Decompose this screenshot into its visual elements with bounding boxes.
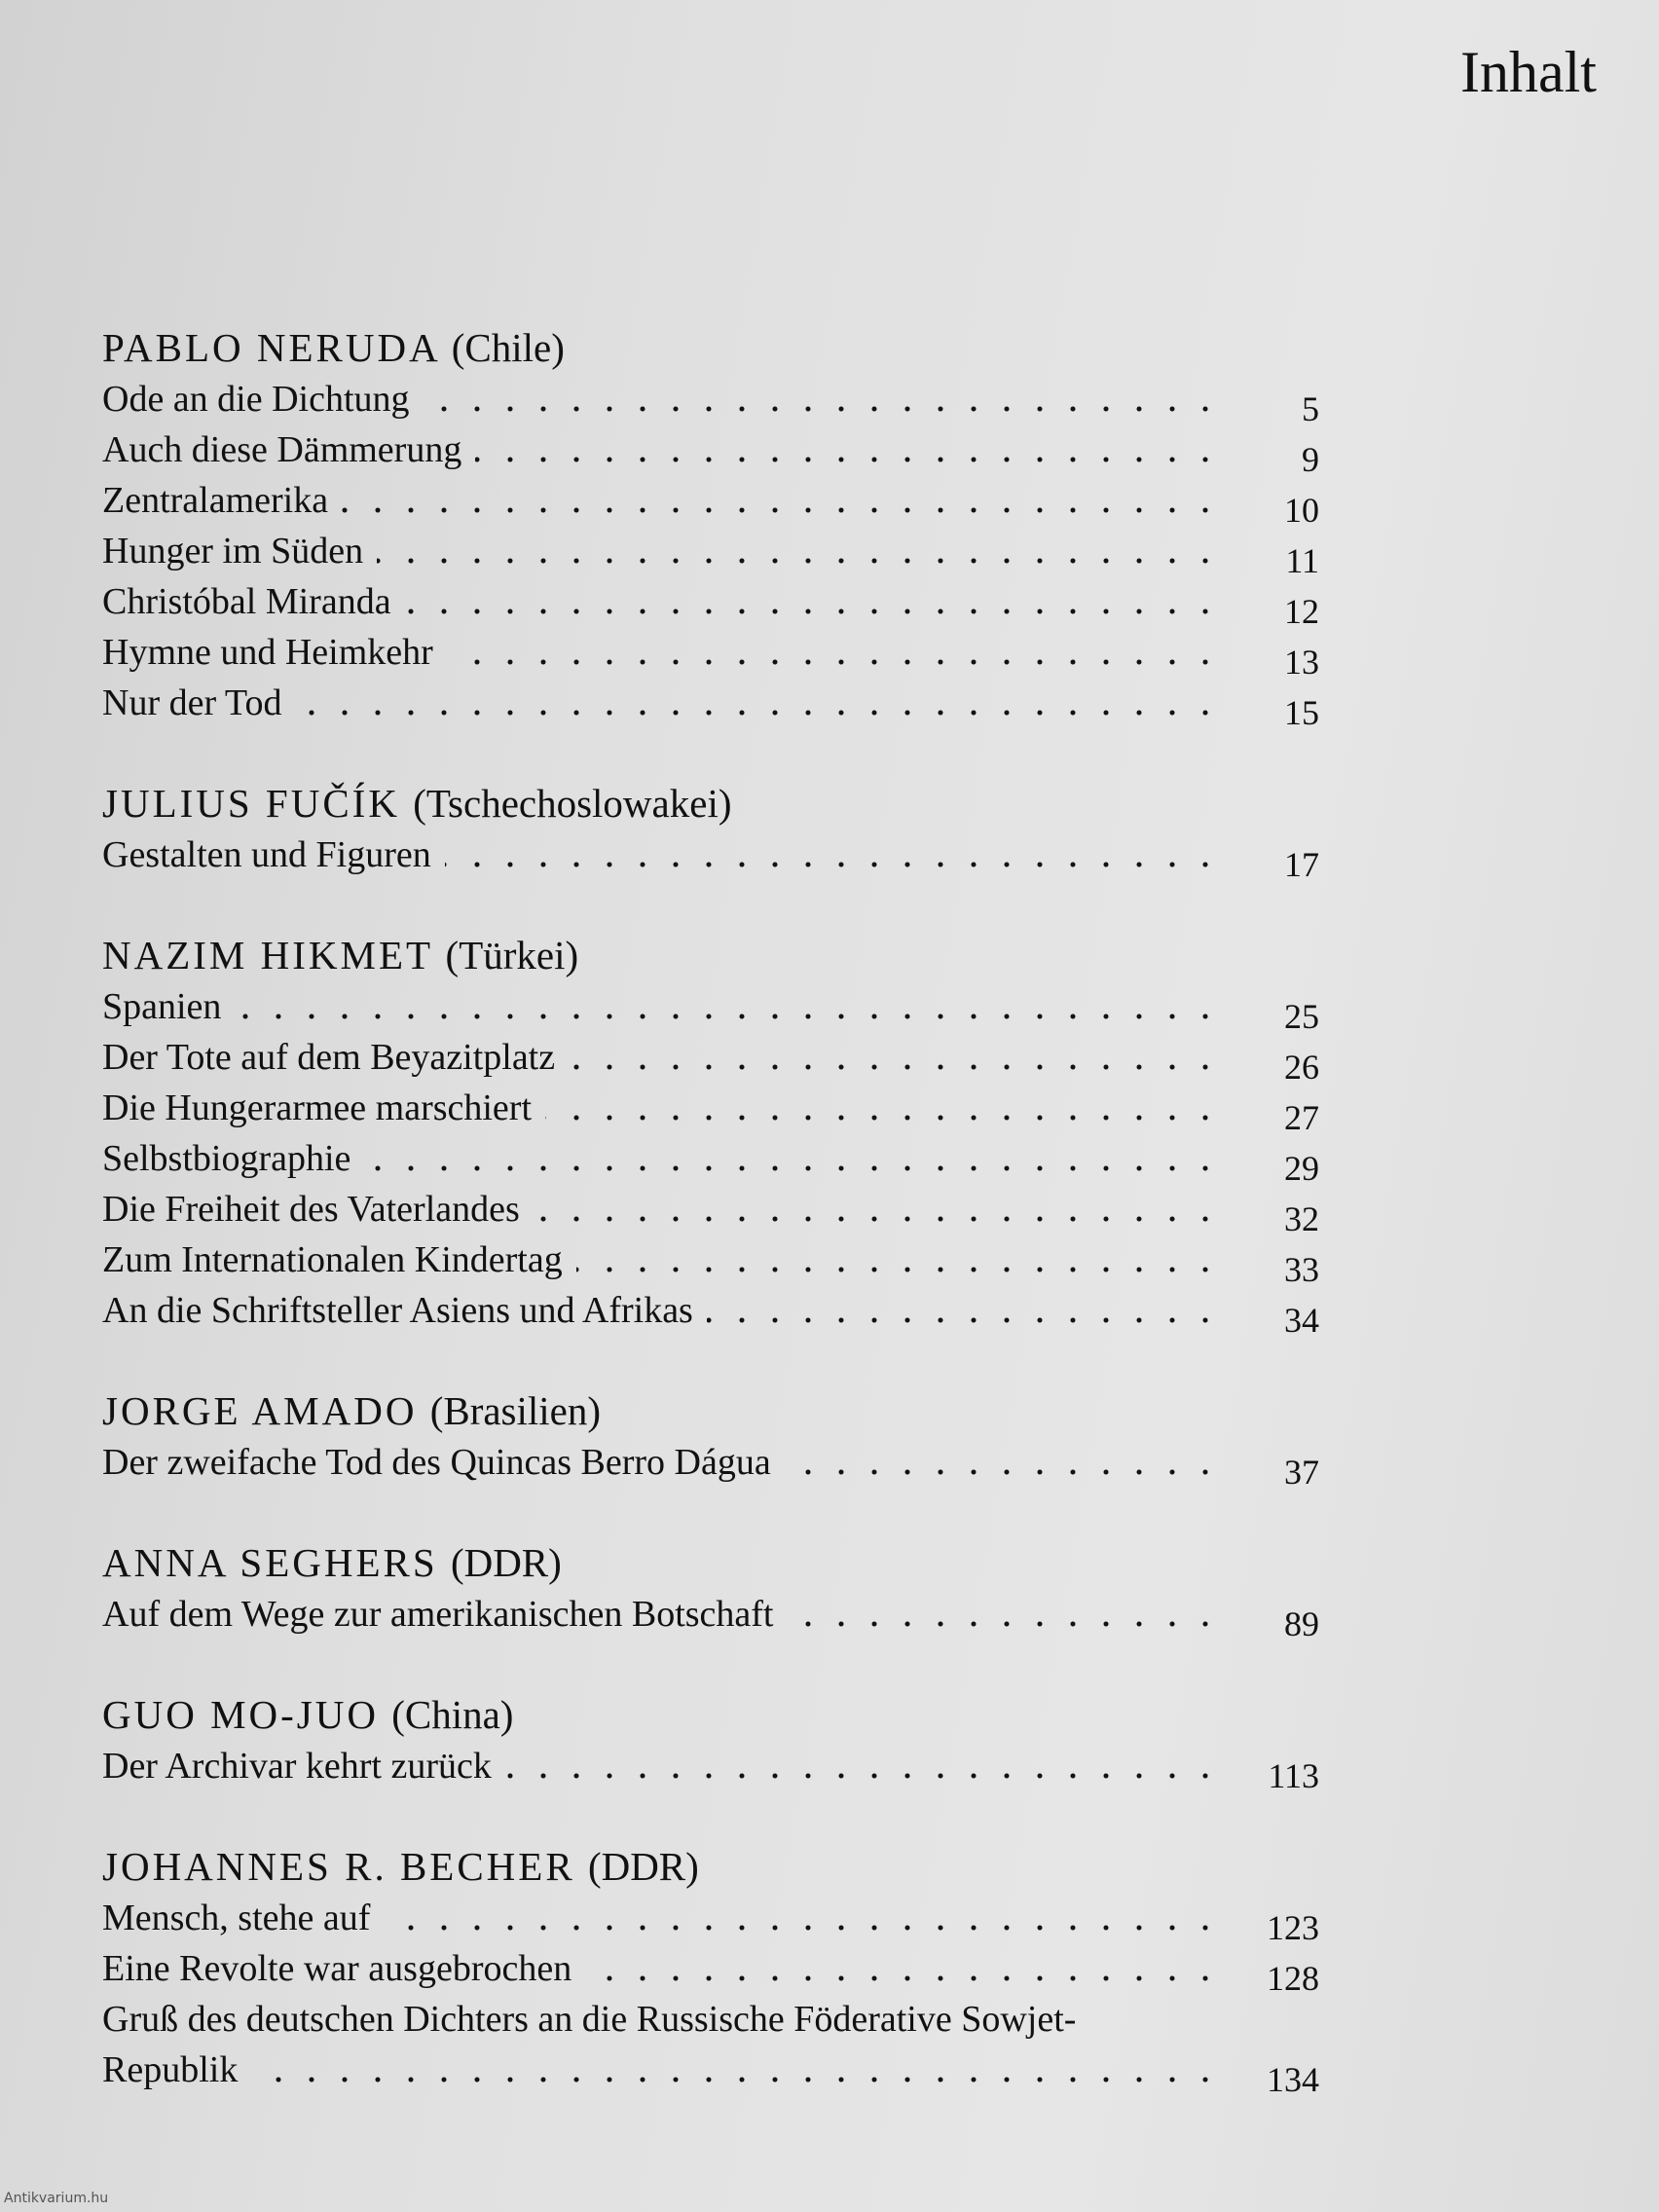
leader-dots — [569, 1057, 1222, 1077]
author-heading — [102, 1536, 1329, 1589]
toc-entry — [102, 1943, 1329, 1994]
author-country: (DDR) — [587, 1844, 699, 1889]
toc-entry — [102, 1184, 1329, 1235]
leader-dots — [707, 1310, 1222, 1330]
author-name: ANNA SEGHERS — [102, 1540, 438, 1585]
leader-dots — [424, 399, 1222, 419]
author-heading — [102, 321, 1329, 374]
page-title: Inhalt — [1460, 40, 1597, 104]
author-name: JORGE AMADO — [102, 1388, 418, 1433]
entry-title-continued: Republik — [102, 2049, 239, 2090]
author-country: (Tschechoslowakei) — [413, 781, 732, 826]
entry-title: Zentralamerika — [102, 480, 329, 521]
entry-title: Die Hungerarmee marschiert — [102, 1088, 533, 1128]
toc-entry — [102, 1133, 1329, 1184]
page-number: 11 — [1285, 541, 1319, 576]
page-number: 89 — [1284, 1604, 1319, 1640]
toc-section — [102, 1384, 1329, 1488]
toc-entry — [102, 576, 1329, 627]
toc-entry — [102, 1032, 1329, 1083]
toc-section — [102, 929, 1329, 1336]
author-name: JOHANNES R. BECHER — [102, 1844, 575, 1889]
page-number: 34 — [1284, 1301, 1319, 1336]
author-country: (Chile) — [451, 325, 565, 370]
leader-dots — [384, 1918, 1222, 1937]
page-number: 12 — [1284, 592, 1319, 627]
page-number: 5 — [1302, 389, 1319, 424]
leader-dots — [377, 551, 1222, 571]
leader-dots — [251, 2070, 1222, 2089]
entry-title: Zum Internationalen Kindertag — [102, 1239, 563, 1280]
page-number: 32 — [1284, 1199, 1319, 1235]
page-number: 17 — [1284, 845, 1319, 880]
toc-entry — [102, 1589, 1329, 1640]
entry-title: Die Freiheit des Vaterlandes — [102, 1189, 520, 1230]
toc-entry — [102, 1083, 1329, 1133]
page-number: 10 — [1284, 491, 1319, 526]
entry-title: Nur der Tod — [102, 682, 282, 723]
page-number: 13 — [1284, 643, 1319, 678]
author-name: JULIUS FUČÍK — [102, 781, 400, 826]
author-heading — [102, 1840, 1329, 1893]
author-country: (Türkei) — [445, 933, 579, 977]
entry-title: Spanien — [102, 986, 222, 1027]
toc-entry — [102, 1437, 1329, 1488]
leader-dots — [475, 450, 1222, 469]
entry-title: Auch diese Dämmerung — [102, 429, 462, 470]
leader-dots — [445, 855, 1222, 874]
author-heading — [102, 777, 1329, 830]
author-name: GUO MO-JUO — [102, 1692, 379, 1737]
toc-entry — [102, 1741, 1329, 1791]
leader-dots — [534, 1209, 1222, 1229]
table-of-contents — [102, 321, 1329, 2144]
toc-entry — [102, 475, 1329, 526]
toc-entry — [102, 424, 1329, 475]
toc-entry — [102, 678, 1329, 728]
leader-dots — [447, 652, 1222, 672]
page-number: 123 — [1267, 1908, 1319, 1943]
entry-title: Eine Revolte war ausgebrochen — [102, 1948, 572, 1989]
page-number: 113 — [1268, 1756, 1319, 1791]
leader-dots — [545, 1108, 1222, 1127]
toc-entry — [102, 627, 1329, 678]
page-number: 27 — [1284, 1098, 1319, 1133]
entry-title: Der Tote auf dem Beyazitplatz — [102, 1037, 556, 1078]
leader-dots — [585, 1969, 1222, 1988]
toc-section — [102, 321, 1329, 728]
entry-title: Ode an die Dichtung — [102, 379, 410, 420]
page-number: 29 — [1284, 1149, 1319, 1184]
leader-dots — [235, 1007, 1222, 1026]
toc-entry — [102, 374, 1329, 424]
author-heading — [102, 1384, 1329, 1437]
watermark: Antikvarium.hu — [4, 2191, 109, 2206]
entry-title: Auf dem Wege zur amerikanischen Botschaft — [102, 1594, 774, 1635]
toc-section — [102, 1536, 1329, 1640]
entry-title: Der zweifache Tod des Quincas Berro Dágua — [102, 1442, 771, 1483]
toc-section — [102, 777, 1329, 880]
page-number: 134 — [1267, 2060, 1319, 2095]
leader-dots — [576, 1260, 1222, 1279]
leader-dots — [505, 1766, 1222, 1786]
entry-title: Mensch, stehe auf — [102, 1898, 371, 1938]
entry-title: Der Archivar kehrt zurück — [102, 1746, 492, 1787]
toc-entry — [102, 830, 1329, 880]
toc-entry — [102, 526, 1329, 576]
leader-dots — [405, 602, 1222, 621]
author-heading — [102, 929, 1329, 981]
toc-entry — [102, 1994, 1329, 2095]
entry-title: Hunger im Süden — [102, 531, 364, 571]
toc-entry — [102, 1285, 1329, 1336]
leader-dots — [296, 703, 1222, 722]
leader-dots — [785, 1462, 1222, 1482]
page-number: 33 — [1284, 1250, 1319, 1285]
author-country: (DDR) — [450, 1540, 562, 1585]
leader-dots — [342, 500, 1222, 520]
toc-entry — [102, 981, 1329, 1032]
entry-title: Christóbal Miranda — [102, 581, 391, 622]
toc-section — [102, 1840, 1329, 2095]
page-number: 128 — [1267, 1959, 1319, 1994]
entry-title: Hymne und Heimkehr — [102, 632, 433, 673]
page-number: 25 — [1284, 997, 1319, 1032]
toc-section — [102, 1688, 1329, 1791]
leader-dots — [788, 1614, 1222, 1634]
author-name: NAZIM HIKMET — [102, 933, 433, 977]
author-heading — [102, 1688, 1329, 1741]
entry-title: Gestalten und Figuren — [102, 834, 431, 875]
entry-title: Gruß des deutschen Dichters an die Russische Föderative Sowjet- — [102, 1999, 1077, 2040]
page-number: 15 — [1284, 693, 1319, 728]
leader-dots — [364, 1159, 1222, 1178]
entry-title: Selbstbiographie — [102, 1138, 351, 1179]
entry-title: An die Schriftsteller Asiens und Afrikas — [102, 1290, 693, 1331]
author-country: (Brasilien) — [429, 1388, 602, 1433]
toc-entry — [102, 1893, 1329, 1943]
toc-entry — [102, 1235, 1329, 1285]
page-number: 37 — [1284, 1453, 1319, 1488]
author-country: (China) — [391, 1692, 514, 1737]
page-number: 26 — [1284, 1048, 1319, 1083]
page-number: 9 — [1302, 440, 1319, 475]
author-name: PABLO NERUDA — [102, 325, 439, 370]
